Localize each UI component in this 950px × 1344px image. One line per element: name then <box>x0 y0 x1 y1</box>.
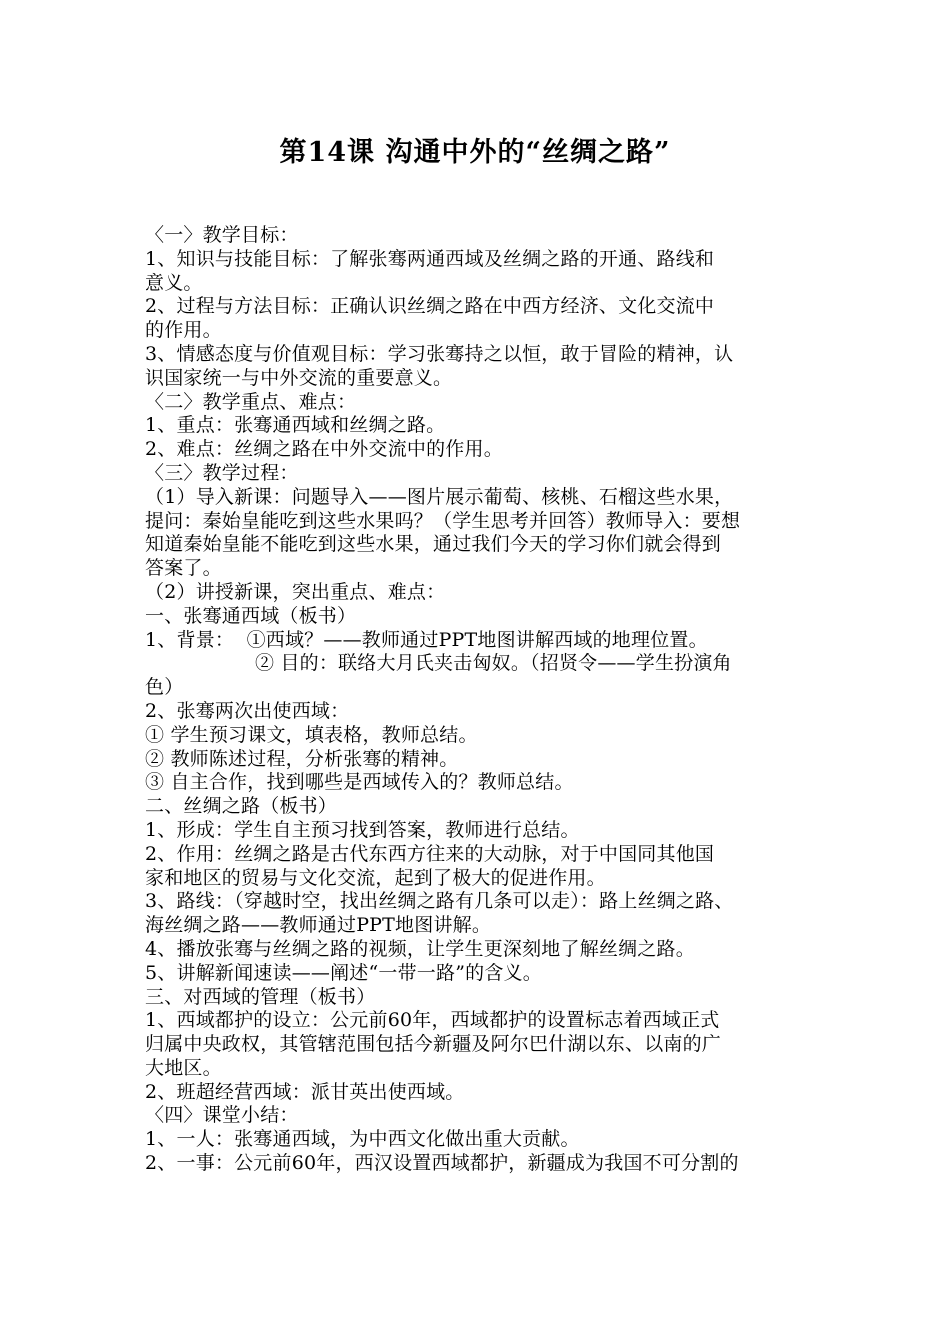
text-line: 3、路线：（穿越时空，找出丝绸之路有几条可以走）：路上丝绸之路、 <box>145 890 734 913</box>
text-line: 1、西域都护的设立：公元前60年，西域都护的设置标志着西域正式 <box>145 1009 720 1032</box>
text-line: 意义。 <box>145 271 203 294</box>
text-line: ② 目的：联络大月氏夹击匈奴。（招贤令——学生扮演角 <box>255 652 732 675</box>
text-line: 家和地区的贸易与文化交流，起到了极大的促进作用。 <box>145 866 606 889</box>
text-line: 2、班超经营西域：派甘英出使西域。 <box>145 1080 465 1103</box>
text-line: （2）讲授新课，突出重点、难点： <box>145 580 446 603</box>
text-line: ③ 自主合作，找到哪些是西域传入的？教师总结。 <box>145 771 574 794</box>
page-title: 第14课 沟通中外的“丝绸之路” <box>279 137 671 168</box>
text-line: ② 教师陈述过程，分析张骞的精神。 <box>145 747 459 770</box>
text-line: 2、过程与方法目标：正确认识丝绸之路在中西方经济、文化交流中 <box>145 295 715 318</box>
text-line: 〈二〉教学重点、难点： <box>145 390 357 413</box>
text-line: 海丝绸之路——教师通过PPT地图讲解。 <box>145 914 492 937</box>
text-line: 答案了。 <box>145 557 222 580</box>
text-line: 一、张骞通西域（板书） <box>145 604 357 627</box>
text-line: 2、作用：丝绸之路是古代东西方往来的大动脉，对于中国同其他国 <box>145 842 715 865</box>
text-line: ① 学生预习课文，填表格，教师总结。 <box>145 723 478 746</box>
text-line: 知道秦始皇能不能吃到这些水果，通过我们今天的学习你们就会得到 <box>145 533 722 556</box>
text-line: 1、一人：张骞通西域，为中西文化做出重大贡献。 <box>145 1128 580 1151</box>
text-line: 1、重点：张骞通西域和丝绸之路。 <box>145 414 446 437</box>
document-body <box>145 224 810 1176</box>
text-line: 大地区。 <box>145 1056 222 1079</box>
text-line: 〈三〉教学过程： <box>145 461 299 484</box>
text-line: 三、对西域的管理（板书） <box>145 985 376 1008</box>
text-line: 2、一事：公元前60年，西汉设置西域都护，新疆成为我国不可分割的 <box>145 1152 739 1175</box>
text-line: 2、张骞两次出使西域： <box>145 699 350 722</box>
text-line: 〈四〉课堂小结： <box>145 1104 299 1127</box>
text-line: （1）导入新课：问题导入——图片展示葡萄、核桃、石榴这些水果， <box>145 485 734 508</box>
text-line: 色） <box>145 676 184 699</box>
text-line: 4、播放张骞与丝绸之路的视频，让学生更深刻地了解丝绸之路。 <box>145 937 695 960</box>
text-line: 1、知识与技能目标：了解张骞两通西域及丝绸之路的开通、路线和 <box>145 247 715 270</box>
text-line: 1、背景： ①西域？——教师通过PPT地图讲解西域的地理位置。 <box>145 628 708 651</box>
text-line: 的作用。 <box>145 319 222 342</box>
text-line: 二、丝绸之路（板书） <box>145 795 338 818</box>
text-line: 1、形成：学生自主预习找到答案，教师进行总结。 <box>145 818 580 841</box>
text-line: 归属中央政权，其管辖范围包括今新疆及阿尔巴什湖以东、以南的广 <box>145 1033 722 1056</box>
text-line: 3、情感态度与价值观目标：学习张骞持之以恒，敢于冒险的精神，认 <box>145 342 734 365</box>
text-line: 5、讲解新闻速读——阐述“一带一路”的含义。 <box>145 961 542 984</box>
text-line: 识国家统一与中外交流的重要意义。 <box>145 366 453 389</box>
text-line: 2、难点：丝绸之路在中外交流中的作用。 <box>145 438 503 461</box>
text-line: 提问：秦始皇能吃到这些水果吗？（学生思考并回答）教师导入：要想 <box>145 509 741 532</box>
text-line: 〈一〉教学目标： <box>145 224 299 246</box>
